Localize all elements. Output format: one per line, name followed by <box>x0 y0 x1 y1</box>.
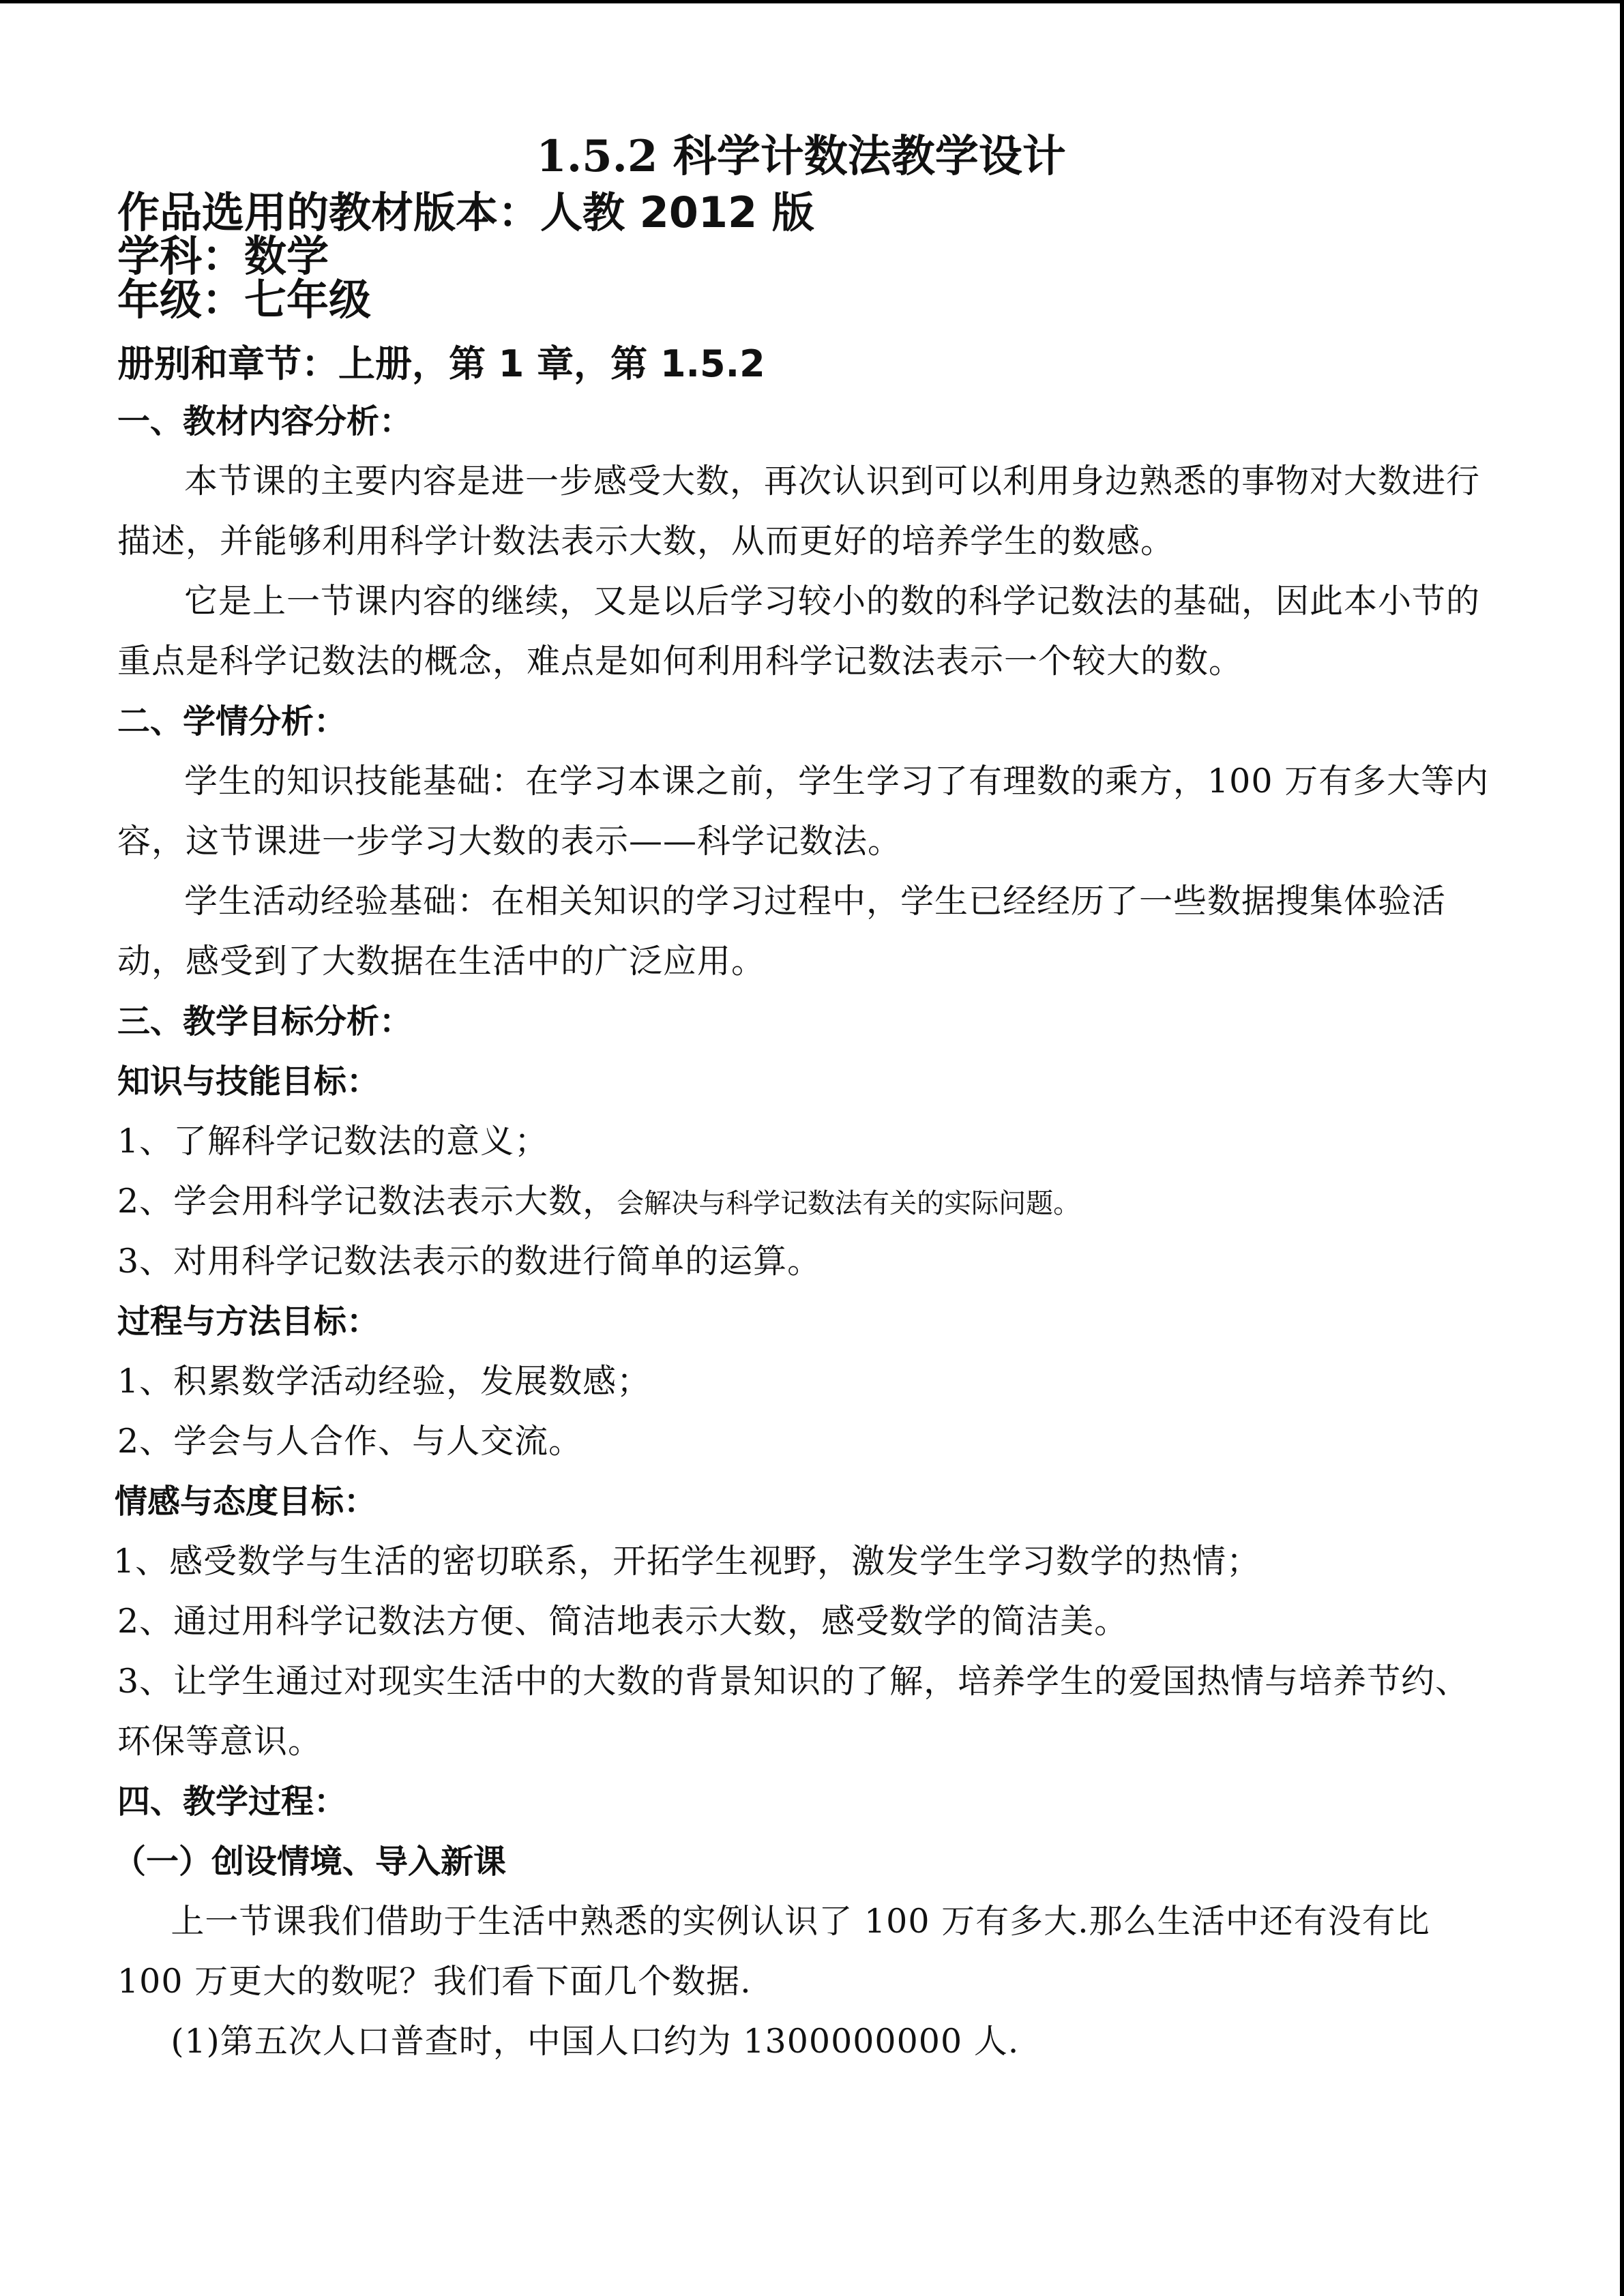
paragraph-knowledge-basis: 学生的知识技能基础：在学习本课之前，学生学习了有理数的乘方，100 万有多大等内容，这节课进一步学习大数的表示——科学记数法。 <box>117 762 1490 861</box>
list-item-text: 2、学会用科学记数法表示大数， <box>117 1182 617 1221</box>
paragraph-material-keypoints: 它是上一节课内容的继续，又是以后学习较小的数的科学记数法的基础，因此本小节的重点是科学记数法的概念，难点是如何利用科学记数法表示一个较大的数。 <box>117 582 1481 681</box>
section-heading-objectives: 三、教学目标分析： <box>117 1002 413 1041</box>
subheading-introduction: （一）创设情境、导入新课 <box>113 1843 507 1881</box>
list-item: 2、学会与人合作、与人交流。 <box>117 1422 583 1461</box>
document-title: 1.5.2 科学计数法教学设计 <box>536 131 1066 182</box>
list-item: 3、让学生通过对现实生活中的大数的背景知识的了解，培养学生的爱国热情与培养节约、环保等意识。 <box>117 1662 1470 1761</box>
list-item: 1、了解科学记数法的意义； <box>117 1122 549 1161</box>
page-top-border <box>0 0 1624 3</box>
list-item-small-text: 会解决与科学记数法有关的实际问题。 <box>617 1188 1081 1219</box>
subheading-knowledge-skills: 知识与技能目标： <box>117 1062 380 1101</box>
subheading-process-methods: 过程与方法目标： <box>117 1302 380 1341</box>
document-page <box>113 123 1502 2072</box>
section-heading-teaching-process: 四、教学过程： <box>117 1783 347 1821</box>
section-heading-material-analysis: 一、教材内容分析： <box>117 402 413 441</box>
subject-line: 学科：数学 <box>117 231 329 281</box>
page-right-border <box>1620 0 1624 2296</box>
section-heading-learner-analysis: 二、学情分析： <box>117 702 347 741</box>
paragraph-population-example: (1)第五次人口普查时，中国人口约为 1300000000 人. <box>171 2022 1020 2061</box>
list-item: 2、通过用科学记数法方便、简洁地表示大数，感受数学的简洁美。 <box>117 1602 1129 1641</box>
paragraph-material-content: 本节课的主要内容是进一步感受大数，再次认识到可以利用身边熟悉的事物对大数进行描述，并能够利用科学计数法表示大数，从而更好的培养学生的数感。 <box>117 462 1481 561</box>
subheading-emotion-attitude: 情感与态度目标： <box>115 1482 377 1521</box>
list-item: 1、感受数学与生活的密切联系，开拓学生视野，激发学生学习数学的热情； <box>113 1542 1261 1581</box>
chapter-line: 册别和章节：上册，第 1 章，第 1.5.2 <box>117 342 765 385</box>
grade-line: 年级：七年级 <box>117 275 372 325</box>
list-item: 1、积累数学活动经验，发展数感； <box>117 1362 651 1401</box>
paragraph-experience-basis: 学生活动经验基础：在相关知识的学习过程中，学生已经经历了一些数据搜集体验活动，感受到了大数据在生活中的广泛应用。 <box>117 882 1447 981</box>
list-item <box>117 1172 1502 1232</box>
paragraph-introduction: 上一节课我们借助于生活中熟悉的实例认识了 100 万有多大.那么生活中还有没有比 100 万更大的数呢？我们看下面几个数据. <box>117 1902 1430 2001</box>
textbook-edition: 作品选用的教材版本：人教 2012 版 <box>117 188 814 237</box>
list-item: 3、对用科学记数法表示的数进行简单的运算。 <box>117 1242 822 1281</box>
